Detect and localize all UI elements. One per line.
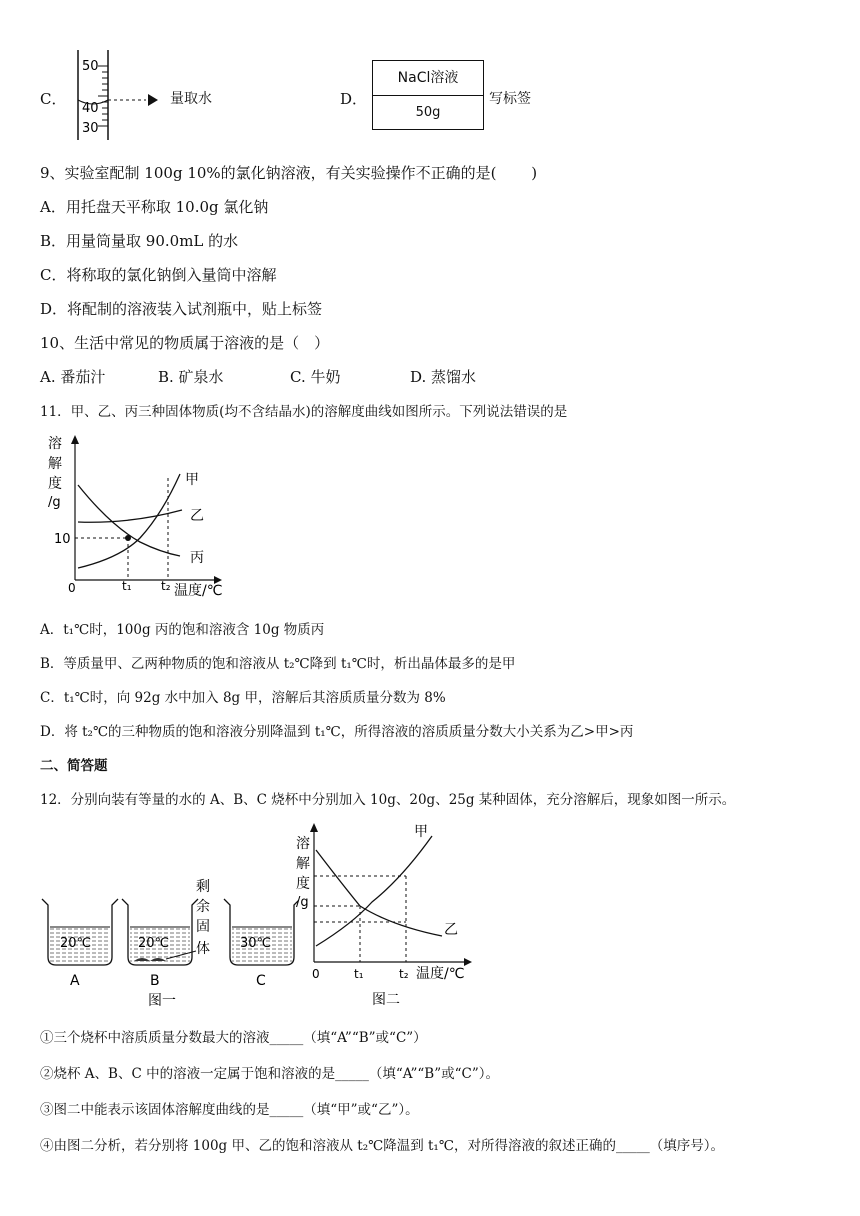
q12-figure-one-beakers	[38, 875, 298, 1010]
q12-curve-yi	[316, 850, 442, 936]
q12-ylabel-4: /g	[296, 895, 309, 910]
residue-label-1: 剩	[196, 879, 210, 895]
cylinder-tick-40: 40	[82, 101, 99, 116]
q11-ylabel-3: 度	[48, 476, 62, 492]
q11-xtick-t2: t₂	[161, 579, 171, 593]
q12-xtick-t1: t₁	[354, 967, 364, 981]
beaker-b-temp: 20℃	[138, 936, 170, 951]
q11-series-yi: 乙	[190, 508, 204, 524]
cylinder-tick-50: 50	[82, 59, 99, 74]
beaker-b-name: B	[150, 973, 160, 989]
q11-solubility-chart	[40, 430, 240, 600]
q11-origin: 0	[68, 581, 76, 595]
q12-series-yi: 乙	[444, 922, 458, 938]
beaker-a-name: A	[70, 973, 80, 989]
q11-option-a: A．t₁℃时，100g 丙的饱和溶液含 10g 物质丙	[40, 622, 325, 638]
q10-option-b: B. 矿泉水	[158, 368, 224, 386]
q12-figure-two-chart	[292, 820, 492, 1010]
q11-stem: 11．甲、乙、丙三种固体物质(均不含结晶水)的溶解度曲线如图所示。下列说法错误的是	[40, 404, 568, 420]
figure-one-caption: 图一	[148, 993, 176, 1009]
section-title: 二、简答题	[40, 758, 108, 774]
label-mass: 50g	[415, 105, 441, 120]
q11-ylabel-4: /g	[48, 495, 61, 510]
q12-series-jia: 甲	[414, 824, 428, 840]
beaker-c-temp: 30℃	[240, 936, 272, 951]
q11-ylabel-1: 溶	[48, 436, 62, 452]
q12-sub-3: ③图二中能表示该固体溶解度曲线的是_____（填“甲”或“乙”）。	[40, 1102, 419, 1118]
q12-stem: 12．分别向装有等量的水的 A、B、C 烧杯中分别加入 10g、20g、25g 某种固体，充分溶解后，现象如图一所示。	[40, 792, 736, 808]
q11-series-bing: 丙	[190, 550, 204, 566]
q11-xtick-t1: t₁	[122, 579, 132, 593]
q12-ylabel-2: 解	[296, 856, 310, 872]
q9-option-d: D．将配制的溶液装入试剂瓶中，贴上标签	[40, 300, 323, 318]
q9-stem: 9、实验室配制 100g 10%的氯化钠溶液，有关实验操作不正确的是( )	[40, 164, 538, 182]
q10-option-d: D. 蒸馏水	[410, 368, 477, 386]
option-c-caption: 量取水	[170, 91, 212, 107]
q12-xlabel: 温度/℃	[416, 966, 465, 982]
q12-origin: 0	[312, 967, 320, 981]
option-d-caption: 写标签	[489, 91, 531, 107]
q12-sub-1: ①三个烧杯中溶质质量分数最大的溶液_____（填“A”“B”或“C”）	[40, 1030, 427, 1046]
beaker-a-temp: 20℃	[60, 936, 92, 951]
q12-ylabel-1: 溶	[296, 836, 310, 852]
eye-icon	[148, 94, 158, 106]
option-d-label: D．	[340, 90, 368, 108]
q11-option-d: D．将 t₂℃的三种物质的饱和溶液分别降温到 t₁℃，所得溶液的溶质质量分数大小关系为乙>甲>丙	[40, 724, 634, 740]
q11-ytick-10: 10	[54, 532, 71, 547]
q10-stem: 10、生活中常见的物质属于溶液的是（ ）	[40, 334, 330, 352]
residue-label-2: 余	[196, 899, 210, 915]
residue-label-4: 体	[196, 941, 210, 957]
q9-option-c: C．将称取的氯化钠倒入量筒中溶解	[40, 266, 277, 284]
q9-option-b: B．用量筒量取 90.0mL 的水	[40, 232, 239, 250]
q11-option-c: C．t₁℃时，向 92g 水中加入 8g 甲，溶解后其溶质质量分数为 8%	[40, 690, 446, 706]
q12-xtick-t2: t₂	[399, 967, 409, 981]
cylinder-tick-30: 30	[82, 121, 99, 136]
q9-option-a: A．用托盘天平称取 10.0g 氯化钠	[40, 198, 269, 216]
bottle-label-figure	[372, 60, 484, 130]
q11-xlabel: 温度/℃	[174, 583, 223, 599]
q10-option-a: A. 番茄汁	[40, 368, 106, 386]
figure-two-caption: 图二	[372, 992, 400, 1008]
residue-label-3: 固	[196, 919, 210, 935]
q12-ylabel-3: 度	[296, 876, 310, 892]
q12-sub-2: ②烧杯 A、B、C 中的溶液一定属于饱和溶液的是_____（填“A”“B”或“C”）。	[40, 1066, 500, 1082]
beaker-c-name: C	[256, 973, 266, 989]
q11-ylabel-2: 解	[48, 456, 62, 472]
q11-option-b: B．等质量甲、乙两种物质的饱和溶液从 t₂℃降到 t₁℃时，析出晶体最多的是甲	[40, 656, 516, 672]
label-solution-name: NaCl溶液	[373, 61, 483, 96]
option-c-label: C．	[40, 90, 67, 108]
q11-curve-yi	[78, 510, 182, 522]
q12-sub-4: ④由图二分析，若分别将 100g 甲、乙的饱和溶液从 t₂℃降温到 t₁℃，对所得溶液的叙述正确的_____（填序号）。	[40, 1138, 724, 1154]
q11-intersection-point	[125, 535, 131, 541]
q11-curve-jia	[78, 474, 180, 568]
q10-option-c: C. 牛奶	[290, 368, 341, 386]
q11-series-jia: 甲	[185, 472, 199, 488]
